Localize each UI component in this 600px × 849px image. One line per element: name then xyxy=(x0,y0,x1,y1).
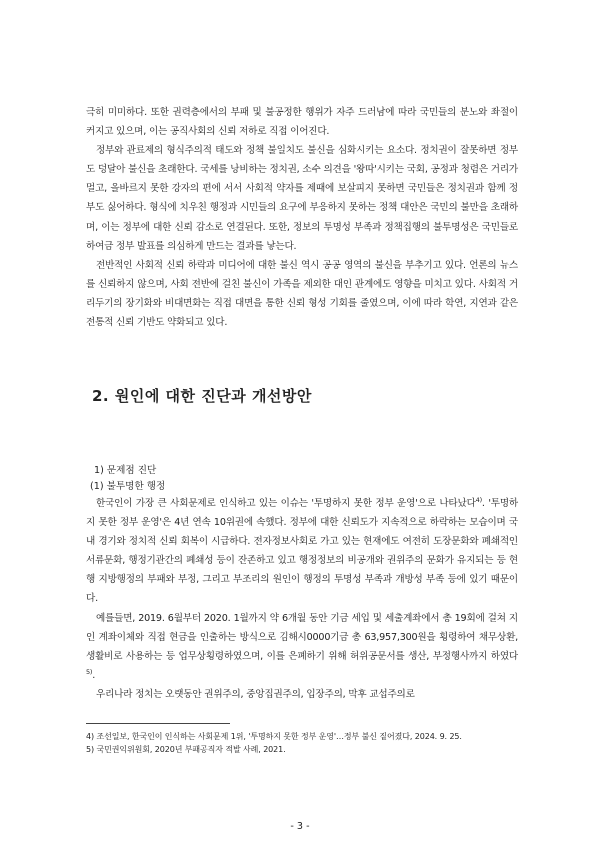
paragraph-text: . '투명하지 못한 정부 운영'은 4년 연속 10위권에 속했다. 정부에 대한 신뢰도가 지속적으로 하락하는 모습이며 국내 경기와 정치적 신뢰 회복이 시급하다. 전자정보사회로 가고 있는 현재에도 여전히 도장문화와 폐쇄적인 서류문화, 행정기관간의 폐쇄성 등이 잔존하고 있고 행정정보의 비공개와 권위주의 문화가 유지되는 등 현행 지방행정의 부패와 부정, 그리고 부조리의 원인이 행정의 투명성 부족과 개방성 부족 등에 있기 때문이다. xyxy=(86,498,518,605)
section-heading: 2. 원인에 대한 진단과 개선방안 xyxy=(92,387,312,405)
paragraph: 정부와 관료제의 형식주의적 태도와 정책 불일치도 불신을 심화시키는 요소다. 정치권이 잘못하면 정부도 덩달아 불신을 초래한다. 국세를 낭비하는 정치권, 소수 의견을 '왕따'시키는 국회, 공정과 청렴은 거리가 멀고, 올바르지 못한 강자의 편에 서서 사회적 약자를 제때에 보살피지 못하면 국민들은 정치권과 함께 정부도 싫어하다. 형식에 치우친 행정과 시민들의 요구에 부응하지 못하는 정책 대안은 국민의 불만을 초래하며, 이는 정부에 대한 신뢰 감소로 연결된다. 또한, 정보의 투명성 부족과 정책집행의 불투명성은 국민들로 하여금 정부 발표를 의심하게 만드는 결과를 낳는다. xyxy=(86,145,518,252)
footnote: 5) 국민권익위원회, 2020년 부패공직자 적발 사례, 2021. xyxy=(86,745,286,754)
footnote-divider xyxy=(86,723,230,724)
paragraph xyxy=(86,494,518,609)
intro-text-block xyxy=(86,103,518,332)
sub-subsection-heading: (1) 불투명한 행정 xyxy=(90,481,166,492)
paragraph-text: 예를들면, 2019. 6월부터 2020. 1월까지 약 6개월 동안 기금 세입 및 세출계좌에서 총 19회에 걸쳐 지인 계좌이체와 직접 현금을 인출하는 방식으로 김해시0000기금 총 63,957,300원을 횡령하여 채무상환, 생활비로 사용하는 등 업무상횡령하였으며, 이를 은폐하기 위해 허위공문서를 생산, 부정행사까지 하였다 xyxy=(86,612,518,662)
footnote-ref[interactable]: 5) xyxy=(86,667,93,676)
paragraph-text: . xyxy=(92,669,96,681)
page-number: - 3 - xyxy=(290,821,310,832)
footnotes xyxy=(86,730,518,756)
paragraph-text: 한국인이 가장 큰 사회문제로 인식하고 있는 이슈는 '투명하지 못한 정부 운영'으로 나타났다 xyxy=(96,498,476,509)
subsection-heading: 1) 문제점 진단 xyxy=(94,465,157,476)
paragraph: 우리나라 정치는 오랫동안 권위주의, 중앙집권주의, 입장주의, 막후 교섭주의로 xyxy=(96,688,415,700)
footnote-ref[interactable]: 4) xyxy=(475,495,482,504)
paragraph xyxy=(86,609,518,685)
paragraph: 극히 미미하다. 또한 권력층에서의 부패 및 불공정한 행위가 자주 드러남에 따라 국민들의 분노와 좌절이 커지고 있으며, 이는 공직사회의 신뢰 저하로 직접 이어진다. xyxy=(86,107,518,138)
paragraph: 전반적인 사회적 신뢰 하락과 미디어에 대한 불신 역시 공공 영역의 불신을 부추기고 있다. 언론의 뉴스를 신뢰하지 않으며, 사회 전반에 걸친 불신이 가족을 제외한 대인 관계에도 영향을 미치고 있다. 사회적 거리두기의 장기화와 비대면화는 직접 대면을 통한 신뢰 형성 기회를 줄였으며, 이에 따라 학연, 지연과 같은 전통적 신뢰 기반도 약화되고 있다. xyxy=(86,259,518,329)
section-body-text xyxy=(86,494,518,704)
footnote: 4) 조선일보, 한국인이 인식하는 사회문제 1위, '투명하지 못한 정부 운영'…정부 불신 짙어졌다, 2024. 9. 25. xyxy=(86,732,462,741)
